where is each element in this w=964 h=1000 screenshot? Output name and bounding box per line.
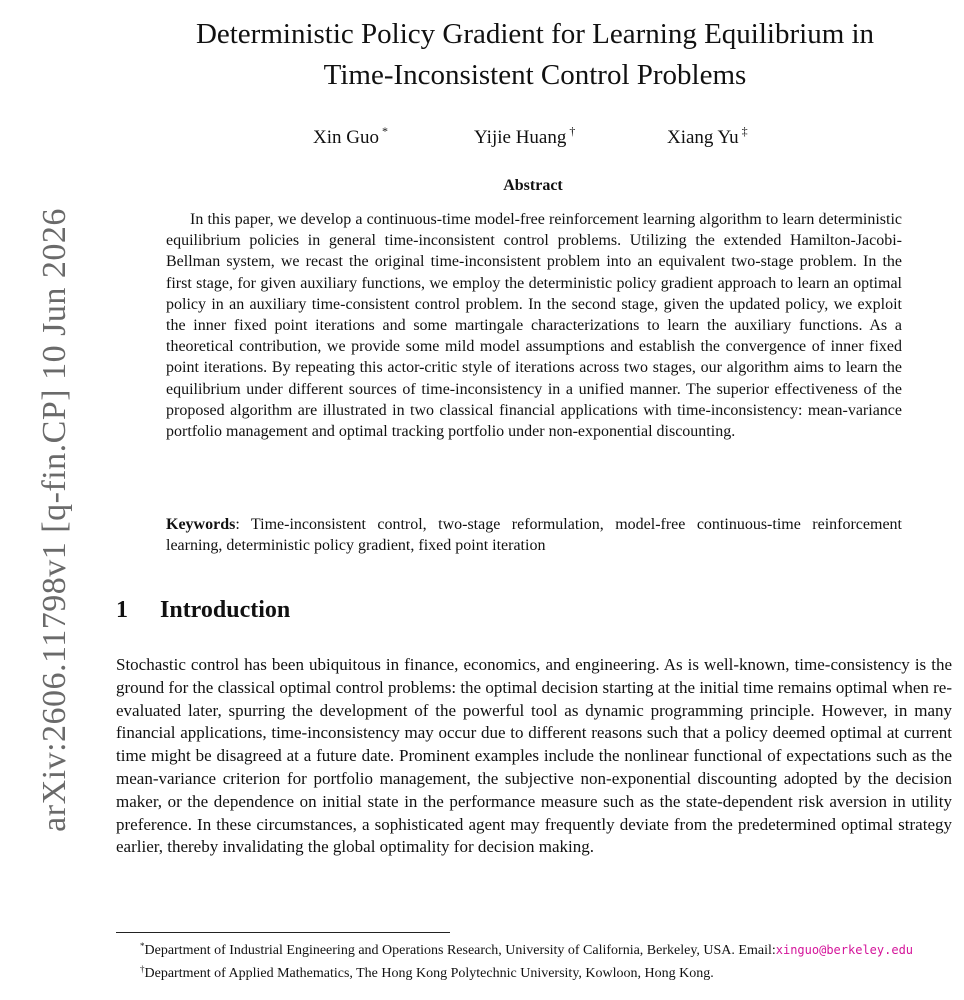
author-1-name: Xin Guo	[313, 127, 379, 148]
footnote-rule	[116, 932, 450, 933]
paper-title	[140, 14, 930, 96]
footnote-1-email-link[interactable]: xinguo@berkeley.edu	[775, 943, 914, 957]
introduction-paragraph: Stochastic control has been ubiquitous in finance, economics, and engineering. As is well-known, time-consistency is the ground for the classical optimal control problems: the optimal decision starting at the initial time remains optimal when re-evaluated later, spurring the development of the powerful tool as dynamic programming principle. However, in many financial applications, time-inconsistency may occur due to different reasons such that a policy deemed optimal at current time might be disagreed at a future date. Prominent examples include the nonlinear functional of expectations such as the mean-variance criterion for portfolio management, the subjective non-exponential discounting adopted by the decision maker, or the dependence on initial state in the performance measure such as the state-dependent risk aversion in utility preference. In these circumstances, a sophisticated agent may frequently deviate from the predetermined optimal strategy earlier, thereby invalidating the global optimality for decision making.	[116, 655, 952, 857]
arxiv-identifier: arXiv:2606.11798v1 [q-fin.CP] 10 Jun 2026	[36, 208, 73, 832]
author-3	[667, 124, 748, 149]
section-heading	[116, 597, 290, 624]
author-2-name: Yijie Huang	[474, 127, 567, 148]
footnote-1-mark: *	[140, 941, 145, 951]
footnote-2-mark: †	[140, 964, 145, 974]
abstract-text: In this paper, we develop a continuous-time model-free reinforcement learning algorithm to learn deterministic equilibrium policies in general time-inconsistent control problems. Utilizing the extended Hamilton-Jacobi-Bellman system, we recast the original time-inconsistent problem into an equivalent two-stage problem. In the first stage, for given auxiliary functions, we employ the deterministic policy gradient approach to learn an optimal policy in an auxiliary time-consistent control problem. In the second stage, given the updated policy, we exploit the inner fixed point iterations and some martingale characterizations to learn the auxiliary functions. As a theoretical contribution, we provide some mild model assumptions and establish the convergence of inner fixed point iterations. By repeating this actor-critic style of iterations across two stages, our algorithm aims to learn the equilibrium under different sources of time-inconsistency in a unified manner. The superior effectiveness of the proposed algorithm are illustrated in two classical financial applications with time-inconsistency: mean-variance portfolio management and optimal tracking portfolio under non-exponential discounting.	[166, 211, 902, 441]
footnote-1-email-label: Email:	[738, 943, 776, 958]
keywords-label: Keywords	[166, 516, 236, 533]
footnotes	[116, 937, 952, 983]
footnote-1-text: Department of Industrial Engineering and Operations Research, University of California, Berkeley, USA.	[144, 943, 735, 958]
author-1	[313, 124, 388, 149]
author-3-name: Xiang Yu	[667, 127, 739, 148]
footnote-2	[116, 960, 952, 983]
title-line-1: Deterministic Policy Gradient for Learning Equilibrium in	[195, 18, 875, 50]
section-number: 1	[116, 597, 128, 623]
keywords-block	[166, 514, 902, 556]
keywords-text: : Time-inconsistent control, two-stage reformulation, model-free continuous-time reinforcement learning, deterministic policy gradient, fixed point iteration	[166, 516, 902, 555]
author-1-mark: *	[381, 124, 388, 138]
footnote-2-text: Department of Applied Mathematics, The Hong Kong Polytechnic University, Kowloon, Hong Kong.	[144, 966, 714, 981]
author-3-mark: ‡	[741, 124, 748, 138]
footnote-1	[116, 937, 952, 960]
author-list	[300, 124, 800, 150]
title-line-2: Time-Inconsistent Control Problems	[323, 59, 747, 91]
author-2	[474, 124, 575, 149]
section-title: Introduction	[160, 597, 291, 623]
author-2-mark: †	[569, 124, 576, 138]
abstract-heading: Abstract	[503, 177, 563, 194]
